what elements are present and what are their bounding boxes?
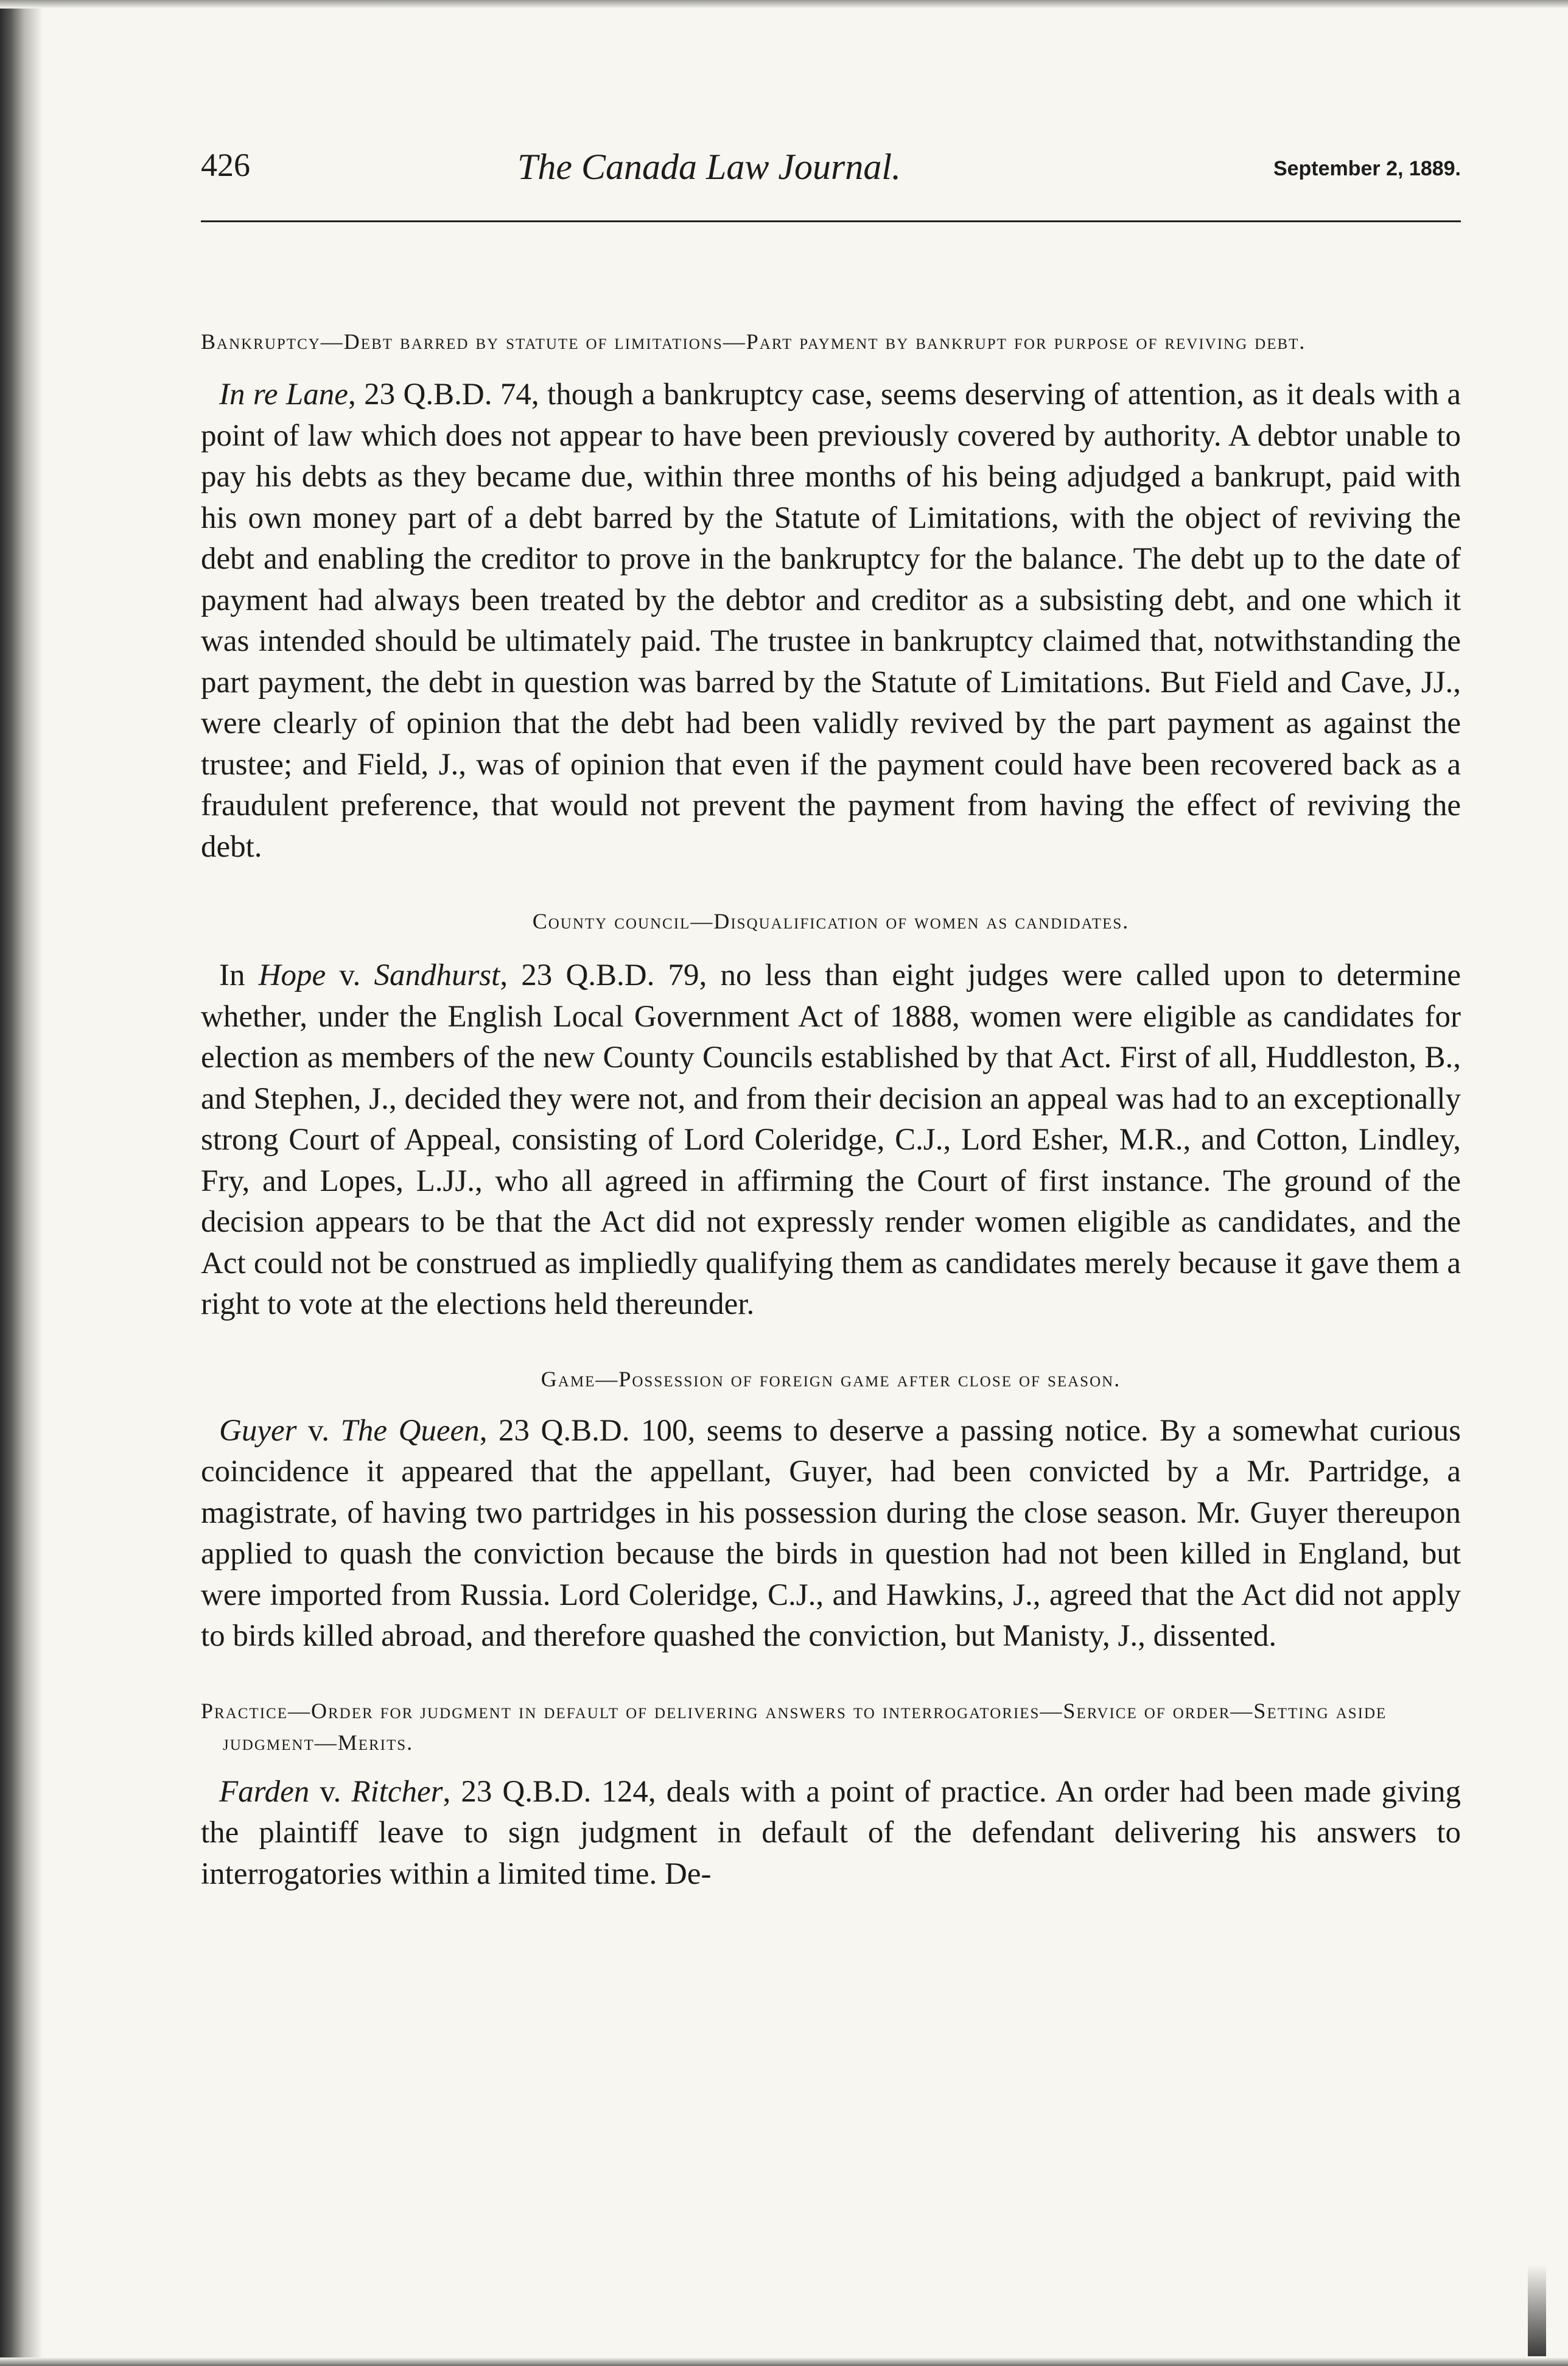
case-name: In re Lane <box>219 377 348 412</box>
journal-title: The Canada Law Journal. <box>517 147 901 187</box>
versus-text: v. <box>326 958 374 992</box>
section-text: , 23 Q.B.D. 124, deals with a point of practice. An order had been made giving the plaintiff leave to sign judgment in default of the defendant delivering his answers to interrogatories within a limited time. De- <box>201 1774 1461 1891</box>
section-text: , 23 Q.B.D. 100, seems to deserve a passing notice. By a somewhat curious coincidence it appeared that the appellant, Guyer, had been convicted by a Mr. Partridge, a magistrate, of having two partridges in his possession during the close season. Mr. Guyer thereupon applied to quash the conviction because the birds in question had not been killed in England, but were imported from Russia. Lord Coleridge, C.J., and Hawkins, J., agreed that the Act did not apply to birds killed abroad, and therefore quashed the conviction, but Manisty, J., dissented. <box>201 1413 1461 1653</box>
page-number: 426 <box>201 147 250 183</box>
section-text: , 23 Q.B.D. 74, though a bankruptcy case, seems deserving of attention, as it deals with a point of law which does not appear to have been previously covered by authority. A debtor unable to pay his debts as they became due, within three months of his being adjudged a bankrupt, paid with his own money part of a debt barred by the Statute of Limitations, with the object of reviving the debt and enabling the creditor to prove in the bankruptcy for the balance. The debt up to the date of payment had always been treated by the debtor and creditor as a subsisting debt, and one which it was intended should be ultimately paid. The trustee in bankruptcy claimed that, notwithstanding the part payment, the debt in question was barred by the Statute of Limitations. But Field and Cave, JJ., were clearly of opinion that the debt had been validly revived by the part payment as against the trustee; and Field, J., was of opinion that even if the payment could have been recovered back as a fraudulent preference, that would not prevent the payment from having the effect of reviving the debt. <box>201 377 1461 864</box>
section-heading-county-council: County council—Disqualification of women as candidates. <box>532 909 1130 933</box>
scan-top-edge <box>0 0 1568 9</box>
section-body-game <box>201 1411 1461 1657</box>
scan-bottom-edge <box>0 2357 1568 2366</box>
page-header <box>201 146 1461 219</box>
versus-text: v. <box>296 1413 341 1448</box>
case-party-1: Hope <box>258 958 326 992</box>
scan-corner-mark <box>1528 2265 1546 2356</box>
scan-left-edge <box>0 0 43 2366</box>
journal-page <box>201 146 1461 1895</box>
case-party-2: Ritcher <box>351 1774 443 1809</box>
header-rule <box>201 220 1461 222</box>
section-heading-bankruptcy: Bankruptcy—Debt barred by statute of limitations—Part payment by bankrupt for purpose of reviving debt. <box>201 329 1306 354</box>
case-party-1: Guyer <box>219 1413 297 1448</box>
lead-text: In <box>219 958 259 992</box>
versus-text: v. <box>309 1774 352 1809</box>
section-body-county-council <box>201 955 1461 1325</box>
case-party-2: The Queen <box>340 1413 480 1448</box>
case-party-2: Sandhurst <box>374 958 500 992</box>
case-party-1: Farden <box>219 1774 310 1809</box>
section-heading-practice: Practice—Order for judgment in default of delivering answers to interrogatories—Service of order—Setting aside judgment—Merits. <box>201 1698 1387 1755</box>
section-text: , 23 Q.B.D. 79, no less than eight judges were called upon to determine whether, under the English Local Government Act of 1888, women were eligible as candidates for election as members of the new County Councils established by that Act. First of all, Huddleston, B., and Stephen, J., decided they were not, and from their decision an appeal was had to an exceptionally strong Court of Appeal, consisting of Lord Coleridge, C.J., Lord Esher, M.R., and Cotton, Lindley, Fry, and Lopes, L.JJ., who all agreed in affirming the Court of first instance. The ground of the decision appears to be that the Act did not expressly render women eligible as candidates, and the Act could not be construed as impliedly qualifying them as candidates merely because it gave them a right to vote at the elections held thereunder. <box>201 958 1461 1321</box>
section-body-practice <box>201 1772 1461 1895</box>
issue-date: September 2, 1889. <box>1273 157 1461 180</box>
section-heading-game: Game—Possession of foreign game after close of season. <box>541 1366 1121 1391</box>
section-body-bankruptcy <box>201 374 1461 868</box>
